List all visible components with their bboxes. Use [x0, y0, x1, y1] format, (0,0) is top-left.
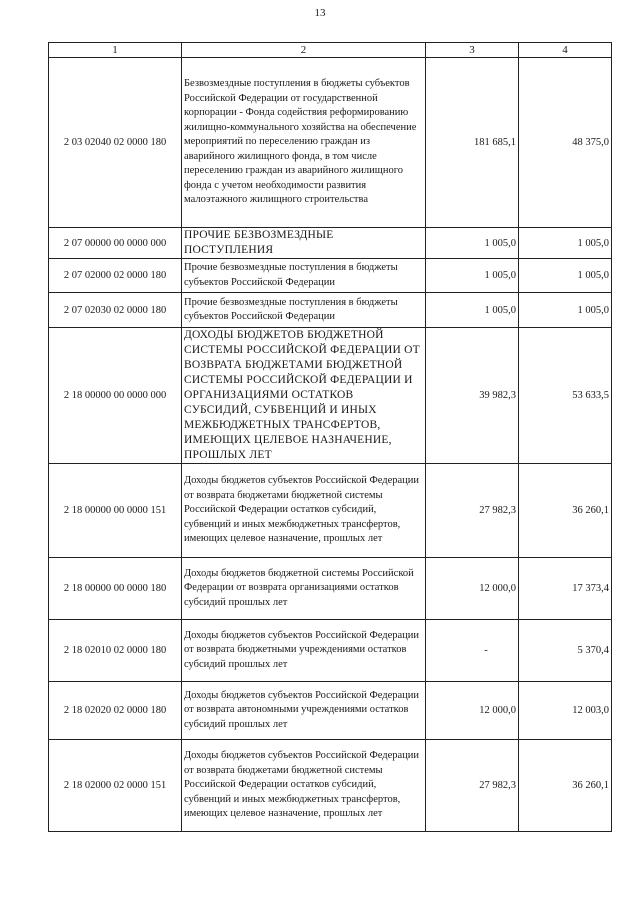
revenue-name: Прочие безвозмездные поступления в бюджеты субъектов Российской Федерации: [182, 293, 426, 328]
revenue-name: Безвозмездные поступления в бюджеты субъектов Российской Федерации от государственной корпорации - Фонда содействия реформированию жилищно-коммунального хозяйства на обеспечение мероприятий по переселению граждан из аварийного жилищного фонда, в том числе переселению граждан из аварийного жилищного фонда с учетом необходимости развития малоэтажного жилищного строительства: [182, 58, 426, 228]
column-header-3: 3: [426, 43, 519, 58]
revenue-name: ПРОЧИЕ БЕЗВОЗМЕЗДНЫЕ ПОСТУПЛЕНИЯ: [182, 228, 426, 259]
value-col4: 1 005,0: [519, 259, 612, 293]
header-row: [49, 43, 612, 58]
column-header-1: 1: [49, 43, 182, 58]
budget-code: 2 07 02000 02 0000 180: [49, 259, 182, 293]
budget-code: 2 18 00000 00 0000 180: [49, 558, 182, 620]
table-row: [49, 740, 612, 832]
revenue-name: ДОХОДЫ БЮДЖЕТОВ БЮДЖЕТНОЙ СИСТЕМЫ РОССИЙСКОЙ ФЕДЕРАЦИИ ОТ ВОЗВРАТА БЮДЖЕТАМИ БЮДЖЕТНОЙ СИСТЕМЫ РОССИЙСКОЙ ФЕДЕРАЦИИ И ОРГАНИЗАЦИЯМИ ОСТАТКОВ СУБСИДИЙ, СУБВЕНЦИЙ И ИНЫХ МЕЖБЮДЖЕТНЫХ ТРАНСФЕРТОВ, ИМЕЮЩИХ ЦЕЛЕВОЕ НАЗНАЧЕНИЕ, ПРОШЛЫХ ЛЕТ: [182, 328, 426, 464]
table-row: [49, 620, 612, 682]
budget-code: 2 18 02010 02 0000 180: [49, 620, 182, 682]
page-number: 13: [314, 7, 326, 19]
value-col4: 1 005,0: [519, 228, 612, 259]
table-row: [49, 682, 612, 740]
revenue-name: Прочие безвозмездные поступления в бюджеты субъектов Российской Федерации: [182, 259, 426, 293]
value-col3: 1 005,0: [426, 293, 519, 328]
table-row: [49, 558, 612, 620]
table-row: [49, 228, 612, 259]
value-col3: 12 000,0: [426, 682, 519, 740]
revenue-name: Доходы бюджетов субъектов Российской Федерации от возврата бюджетами бюджетной системы Российской Федерации остатков субсидий, субвенций и иных межбюджетных трансфертов, имеющих целевое назначение, прошлых лет: [182, 740, 426, 832]
column-header-4: 4: [519, 43, 612, 58]
revenue-name: Доходы бюджетов субъектов Российской Федерации от возврата бюджетными учреждениями остатков субсидий прошлых лет: [182, 620, 426, 682]
value-col4: 36 260,1: [519, 464, 612, 558]
value-col4: 36 260,1: [519, 740, 612, 832]
value-col3: 27 982,3: [426, 740, 519, 832]
budget-code: 2 07 02030 02 0000 180: [49, 293, 182, 328]
budget-code: 2 18 00000 00 0000 151: [49, 464, 182, 558]
value-col3: 1 005,0: [426, 259, 519, 293]
value-col4: 12 003,0: [519, 682, 612, 740]
budget-code: 2 18 02020 02 0000 180: [49, 682, 182, 740]
table-row: [49, 58, 612, 228]
table-row: [49, 259, 612, 293]
value-col4: 53 633,5: [519, 328, 612, 464]
revenue-name: Доходы бюджетов субъектов Российской Федерации от возврата автономными учреждениями остатков субсидий прошлых лет: [182, 682, 426, 740]
value-col3: 27 982,3: [426, 464, 519, 558]
value-col4: 48 375,0: [519, 58, 612, 228]
value-col4: 5 370,4: [519, 620, 612, 682]
value-col4: 1 005,0: [519, 293, 612, 328]
budget-code: 2 03 02040 02 0000 180: [49, 58, 182, 228]
budget-code: 2 18 02000 02 0000 151: [49, 740, 182, 832]
value-col3: 12 000,0: [426, 558, 519, 620]
column-header-2: 2: [182, 43, 426, 58]
table-row: [49, 328, 612, 464]
value-col3: 181 685,1: [426, 58, 519, 228]
table-row: [49, 464, 612, 558]
table-row: [49, 293, 612, 328]
value-col4: 17 373,4: [519, 558, 612, 620]
value-col3: -: [426, 620, 519, 682]
budget-code: 2 07 00000 00 0000 000: [49, 228, 182, 259]
budget-code: 2 18 00000 00 0000 000: [49, 328, 182, 464]
value-col3: 1 005,0: [426, 228, 519, 259]
value-col3: 39 982,3: [426, 328, 519, 464]
revenue-name: Доходы бюджетов субъектов Российской Федерации от возврата бюджетами бюджетной системы Российской Федерации остатков субсидий, субвенций и иных межбюджетных трансфертов, имеющих целевое назначение, прошлых лет: [182, 464, 426, 558]
revenue-name: Доходы бюджетов бюджетной системы Российской Федерации от возврата организациями остатков субсидий прошлых лет: [182, 558, 426, 620]
budget-revenue-table: [48, 42, 612, 832]
